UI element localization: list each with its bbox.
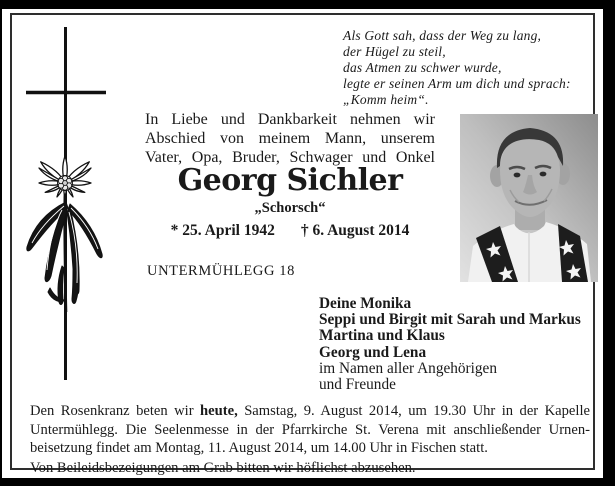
address-line: UNTERMÜHLEGG 18 [147,263,295,279]
poem-line: das Atmen zu schwer wurde, [343,60,502,75]
poem-line: „Komm heim“. [343,92,429,107]
deceased-name: Georg Sichler [177,163,403,198]
memorial-poem [343,28,571,108]
obituary-card [2,9,603,478]
intro-text [145,110,435,167]
mourner-line: Martina und Klaus [319,327,445,345]
poem-line: der Hügel zu steil, [343,44,446,59]
intro-line: Vater, Opa, Bruder, Schwager und Onkel [145,149,435,166]
funeral-announcement [30,402,590,458]
death-date: † 6. August 2014 [300,222,410,239]
edelweiss-icon [27,156,102,312]
birth-date: * 25. April 1942 [170,222,275,239]
announcement-emphasis: heute, [200,403,238,419]
life-dates [142,222,438,240]
memorial-artwork [2,9,134,409]
intro-line: Abschied von meinem Mann, unserem [145,130,435,147]
announcement-line [30,402,590,421]
deceased-block [142,164,438,240]
condolence-note: Von Beileidsbezeigungen am Grab bitten wir höflichst abzusehen. [30,460,416,476]
deceased-nickname: „Schorsch“ [254,200,326,216]
poem-line: Als Gott sah, dass der Weg zu lang, [343,28,542,43]
mourners-list [319,296,581,393]
announcement-line: Untermühlegg. Die Seelenmesse in der Pfarrkirche St. Verena mit anschließender Urnen- [30,421,590,438]
intro-line: In Liebe und Dankbarkeit nehmen wir [145,111,435,128]
mourner-line: und Freunde [319,376,396,394]
announcement-text: Samstag, 9. August 2014, um 19.30 Uhr in der Kapelle [237,403,590,419]
announcement-text: Den Rosenkranz beten wir [30,403,201,419]
poem-line: legte er seinen Arm um dich und sprach: [343,76,571,91]
mourner-line: Deine Monika [319,295,412,312]
portrait-photo [460,114,598,282]
mourner-line: Georg und Lena [319,343,427,361]
announcement-line: beisetzung findet am Montag, 11. August 2014, um 14.00 Uhr in Fischen statt. [30,440,488,456]
mourner-line: im Namen aller Angehörigen [319,359,497,377]
mourner-line: Seppi und Birgit mit Sarah und Markus [319,311,581,329]
